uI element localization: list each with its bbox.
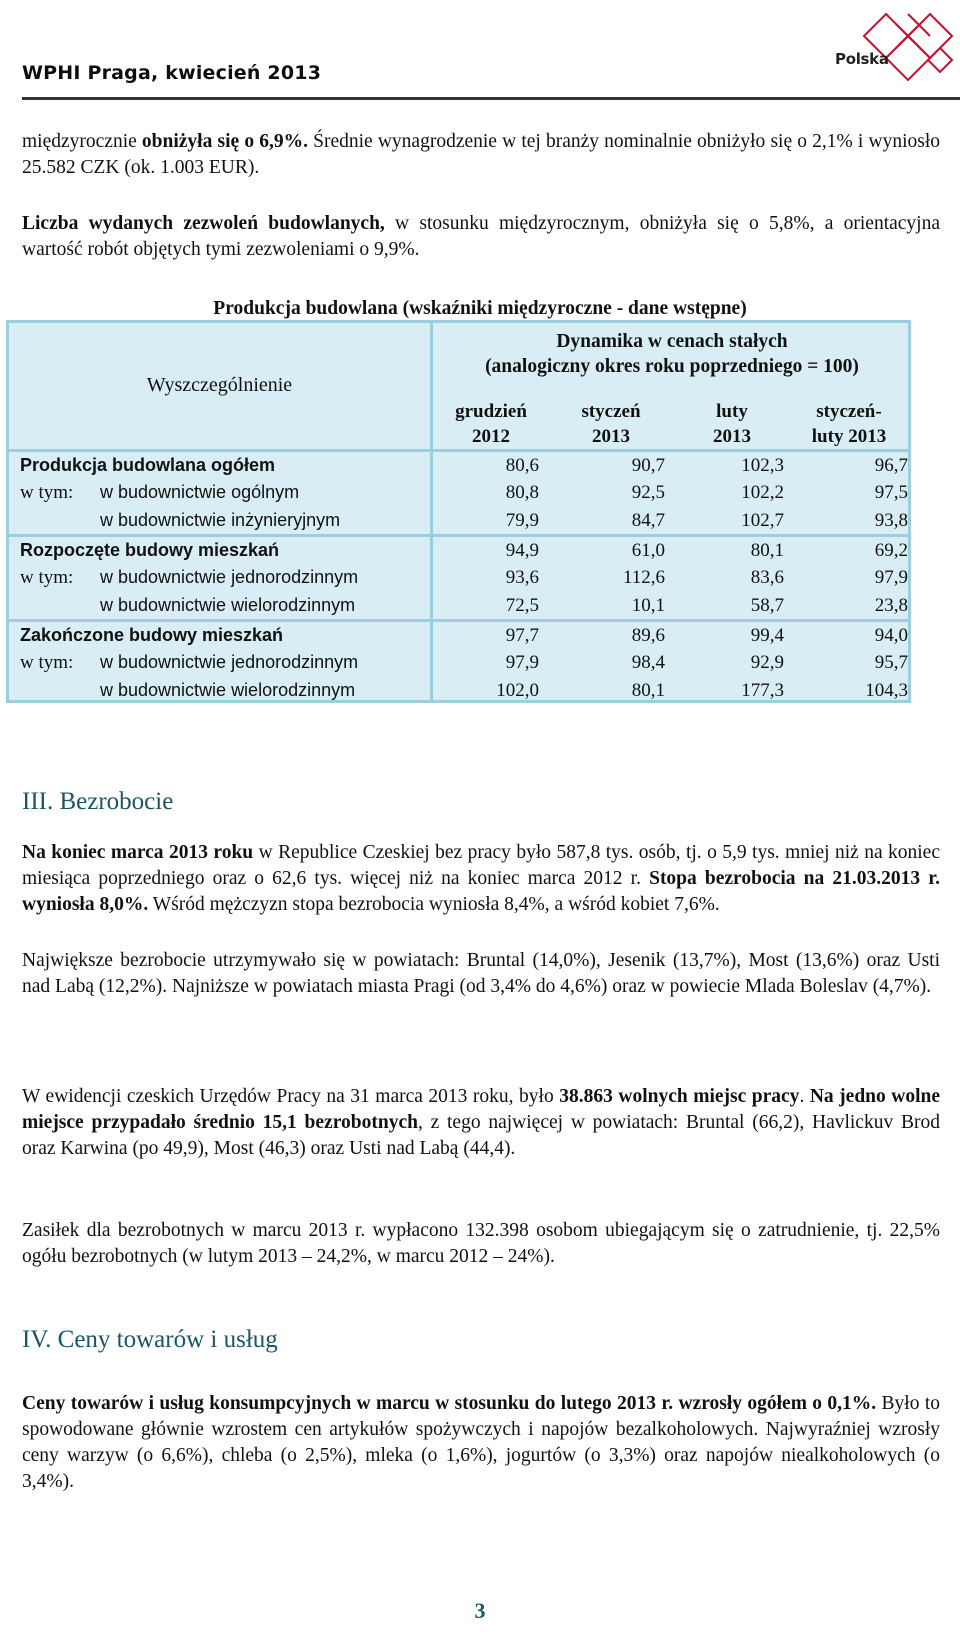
page-number: 3 (474, 1598, 486, 1623)
row-value: 90,7 (631, 455, 665, 476)
row-label: Produkcja budowlana ogółem (20, 455, 276, 475)
row-value: 112,6 (622, 567, 665, 589)
row-value: 93,6 (505, 567, 539, 589)
row-value: 10,1 (631, 594, 665, 616)
row-value: 94,0 (874, 625, 908, 646)
row-value: 89,6 (631, 625, 665, 646)
header-title: WPHI Praga, kwiecień 2013 (22, 62, 322, 84)
row-value: 80,8 (505, 482, 539, 504)
row-value: 72,5 (505, 594, 539, 616)
table-column-header: grudzień 2012 (455, 401, 527, 447)
table-title: Produkcja budowlana (wskaźniki międzyroczne - dane wstępne) (213, 298, 747, 319)
row-label: w budownictwie inżynieryjnym (100, 509, 341, 530)
row-value: 96,7 (874, 455, 908, 476)
row-value: 95,7 (874, 652, 908, 674)
row-value: 94,9 (505, 540, 539, 561)
row-value: 80,6 (505, 455, 539, 476)
row-value: 177,3 (741, 679, 784, 701)
row-value: 102,3 (741, 455, 784, 476)
row-value: 80,1 (631, 679, 665, 701)
row-prefix: w tym: (20, 482, 74, 504)
row-label: w budownictwie wielorodzinnym (100, 594, 356, 615)
unemployment-paragraph-2: Największe bezrobocie utrzymywało się w powiatach: Bruntal (14,0%), Jesenik (13,7%), Most (13,6%) oraz Usti nad Labą (12,2%). Najniższe w powiatach miasta Pragi (od 3,4% do 4,6%) oraz w powiecie Mlada Boleslav (4,7%). (22, 950, 940, 997)
row-value: 97,7 (505, 625, 539, 646)
header-divider (22, 97, 960, 100)
intro-paragraph-1: międzyrocznie obniżyła się o 6,9%. Średnie wynagrodzenie w tej branży nominalnie obniżyło się o 2,1% i wyniosło 25.582 CZK (ok. 1.003 EUR). (22, 131, 940, 178)
row-label: w budownictwie ogólnym (100, 482, 300, 503)
row-value: 58,7 (750, 594, 784, 616)
row-value: 84,7 (631, 509, 665, 531)
row-value: 80,1 (750, 540, 784, 561)
table-column-header: styczeń- luty 2013 (811, 401, 887, 447)
table-divider-vertical (430, 323, 433, 700)
table-header-dynamics: Dynamika w cenach stałych (analogiczny okres roku poprzedniego = 100) (485, 331, 859, 377)
row-label: Rozpoczęte budowy mieszkań (20, 540, 280, 560)
row-value: 61,0 (631, 540, 665, 561)
row-value: 23,8 (874, 594, 908, 616)
row-label: w budownictwie jednorodzinnym (100, 567, 359, 588)
section-heading-unemployment: III. Bezrobocie (22, 788, 174, 815)
row-value: 92,5 (631, 482, 665, 504)
row-label: w budownictwie wielorodzinnym (100, 679, 356, 700)
table-column-header: luty 2013 (713, 401, 751, 447)
row-value: 92,9 (750, 652, 784, 674)
prices-paragraph-1: Ceny towarów i usług konsumpcyjnych w marcu w stosunku do lutego 2013 r. wzrosły ogółem o 0,1%. Było to spowodowane głównie wzrostem cen artykułów spożywczych i napojów bezalkoholowych. Najwyraźniej wzrosły ceny warzyw (o 6,6%), chleba (o 2,5%), mleka (o 1,6%), jogurtów (o 3,3%) oraz napojów niealkoholowych (o 3,4%). (22, 1393, 940, 1492)
row-value: 83,6 (750, 567, 784, 589)
row-value: 79,9 (505, 509, 539, 531)
polska-logo-icon (836, 12, 960, 82)
table-header-label: Wyszczególnienie (146, 374, 293, 396)
unemployment-paragraph-4: Zasiłek dla bezrobotnych w marcu 2013 r. wypłacono 132.398 osobom ubiegającym się o zatrudnienie, tj. 22,5% ogółu bezrobotnych (w lutym 2013 – 24,2%, w marcu 2012 – 24%). (22, 1220, 940, 1267)
row-value: 97,5 (874, 482, 908, 504)
row-value: 102,2 (741, 482, 784, 504)
row-value: 97,9 (505, 652, 539, 674)
row-label: w budownictwie jednorodzinnym (100, 652, 359, 673)
row-value: 98,4 (631, 652, 665, 674)
row-label: Zakończone budowy mieszkań (20, 625, 284, 645)
row-prefix: w tym: (20, 652, 74, 674)
logo-text: Polska (835, 50, 889, 68)
row-prefix: w tym: (20, 567, 74, 589)
intro-paragraph-2: Liczba wydanych zezwoleń budowlanych, w stosunku międzyrocznym, obniżyła się o 5,8%, a orientacyjna wartość robót objętych tymi zezwoleniami o 9,9%. (22, 213, 940, 260)
unemployment-paragraph-3: W ewidencji czeskich Urzędów Pracy na 31 marca 2013 roku, było 38.863 wolnych miejsc pracy. Na jedno wolne miejsce przypadało średnio 15,1 bezrobotnych, z tego najwięcej w powiatach: Bruntal (66,2), Havlickuv Brod oraz Karwina (po 49,9), Most (46,3) oraz Usti nad Labą (44,4). (22, 1086, 941, 1159)
construction-production-table (6, 320, 911, 703)
row-value: 99,4 (750, 625, 784, 646)
row-value: 104,3 (865, 679, 908, 701)
row-value: 97,9 (874, 567, 908, 589)
section-heading-prices: IV. Ceny towarów i usług (22, 1326, 278, 1353)
table-column-header: styczeń 2013 (581, 401, 641, 447)
row-value: 93,8 (874, 509, 908, 531)
unemployment-paragraph-1: Na koniec marca 2013 roku w Republice Czeskiej bez pracy było 587,8 tys. osób, tj. o 5,9 tys. mniej niż na koniec miesiąca poprzedniego oraz o 62,6 tys. więcej niż na koniec marca 2012 r. Stopa bezrobocia na 21.03.2013 r. wyniosła 8,0%. Wśród mężczyzn stopa bezrobocia wyniosła 8,4%, a wśród kobiet 7,6%. (22, 842, 941, 915)
row-value: 102,0 (496, 679, 539, 701)
row-value: 69,2 (874, 540, 908, 561)
row-value: 102,7 (741, 509, 784, 531)
